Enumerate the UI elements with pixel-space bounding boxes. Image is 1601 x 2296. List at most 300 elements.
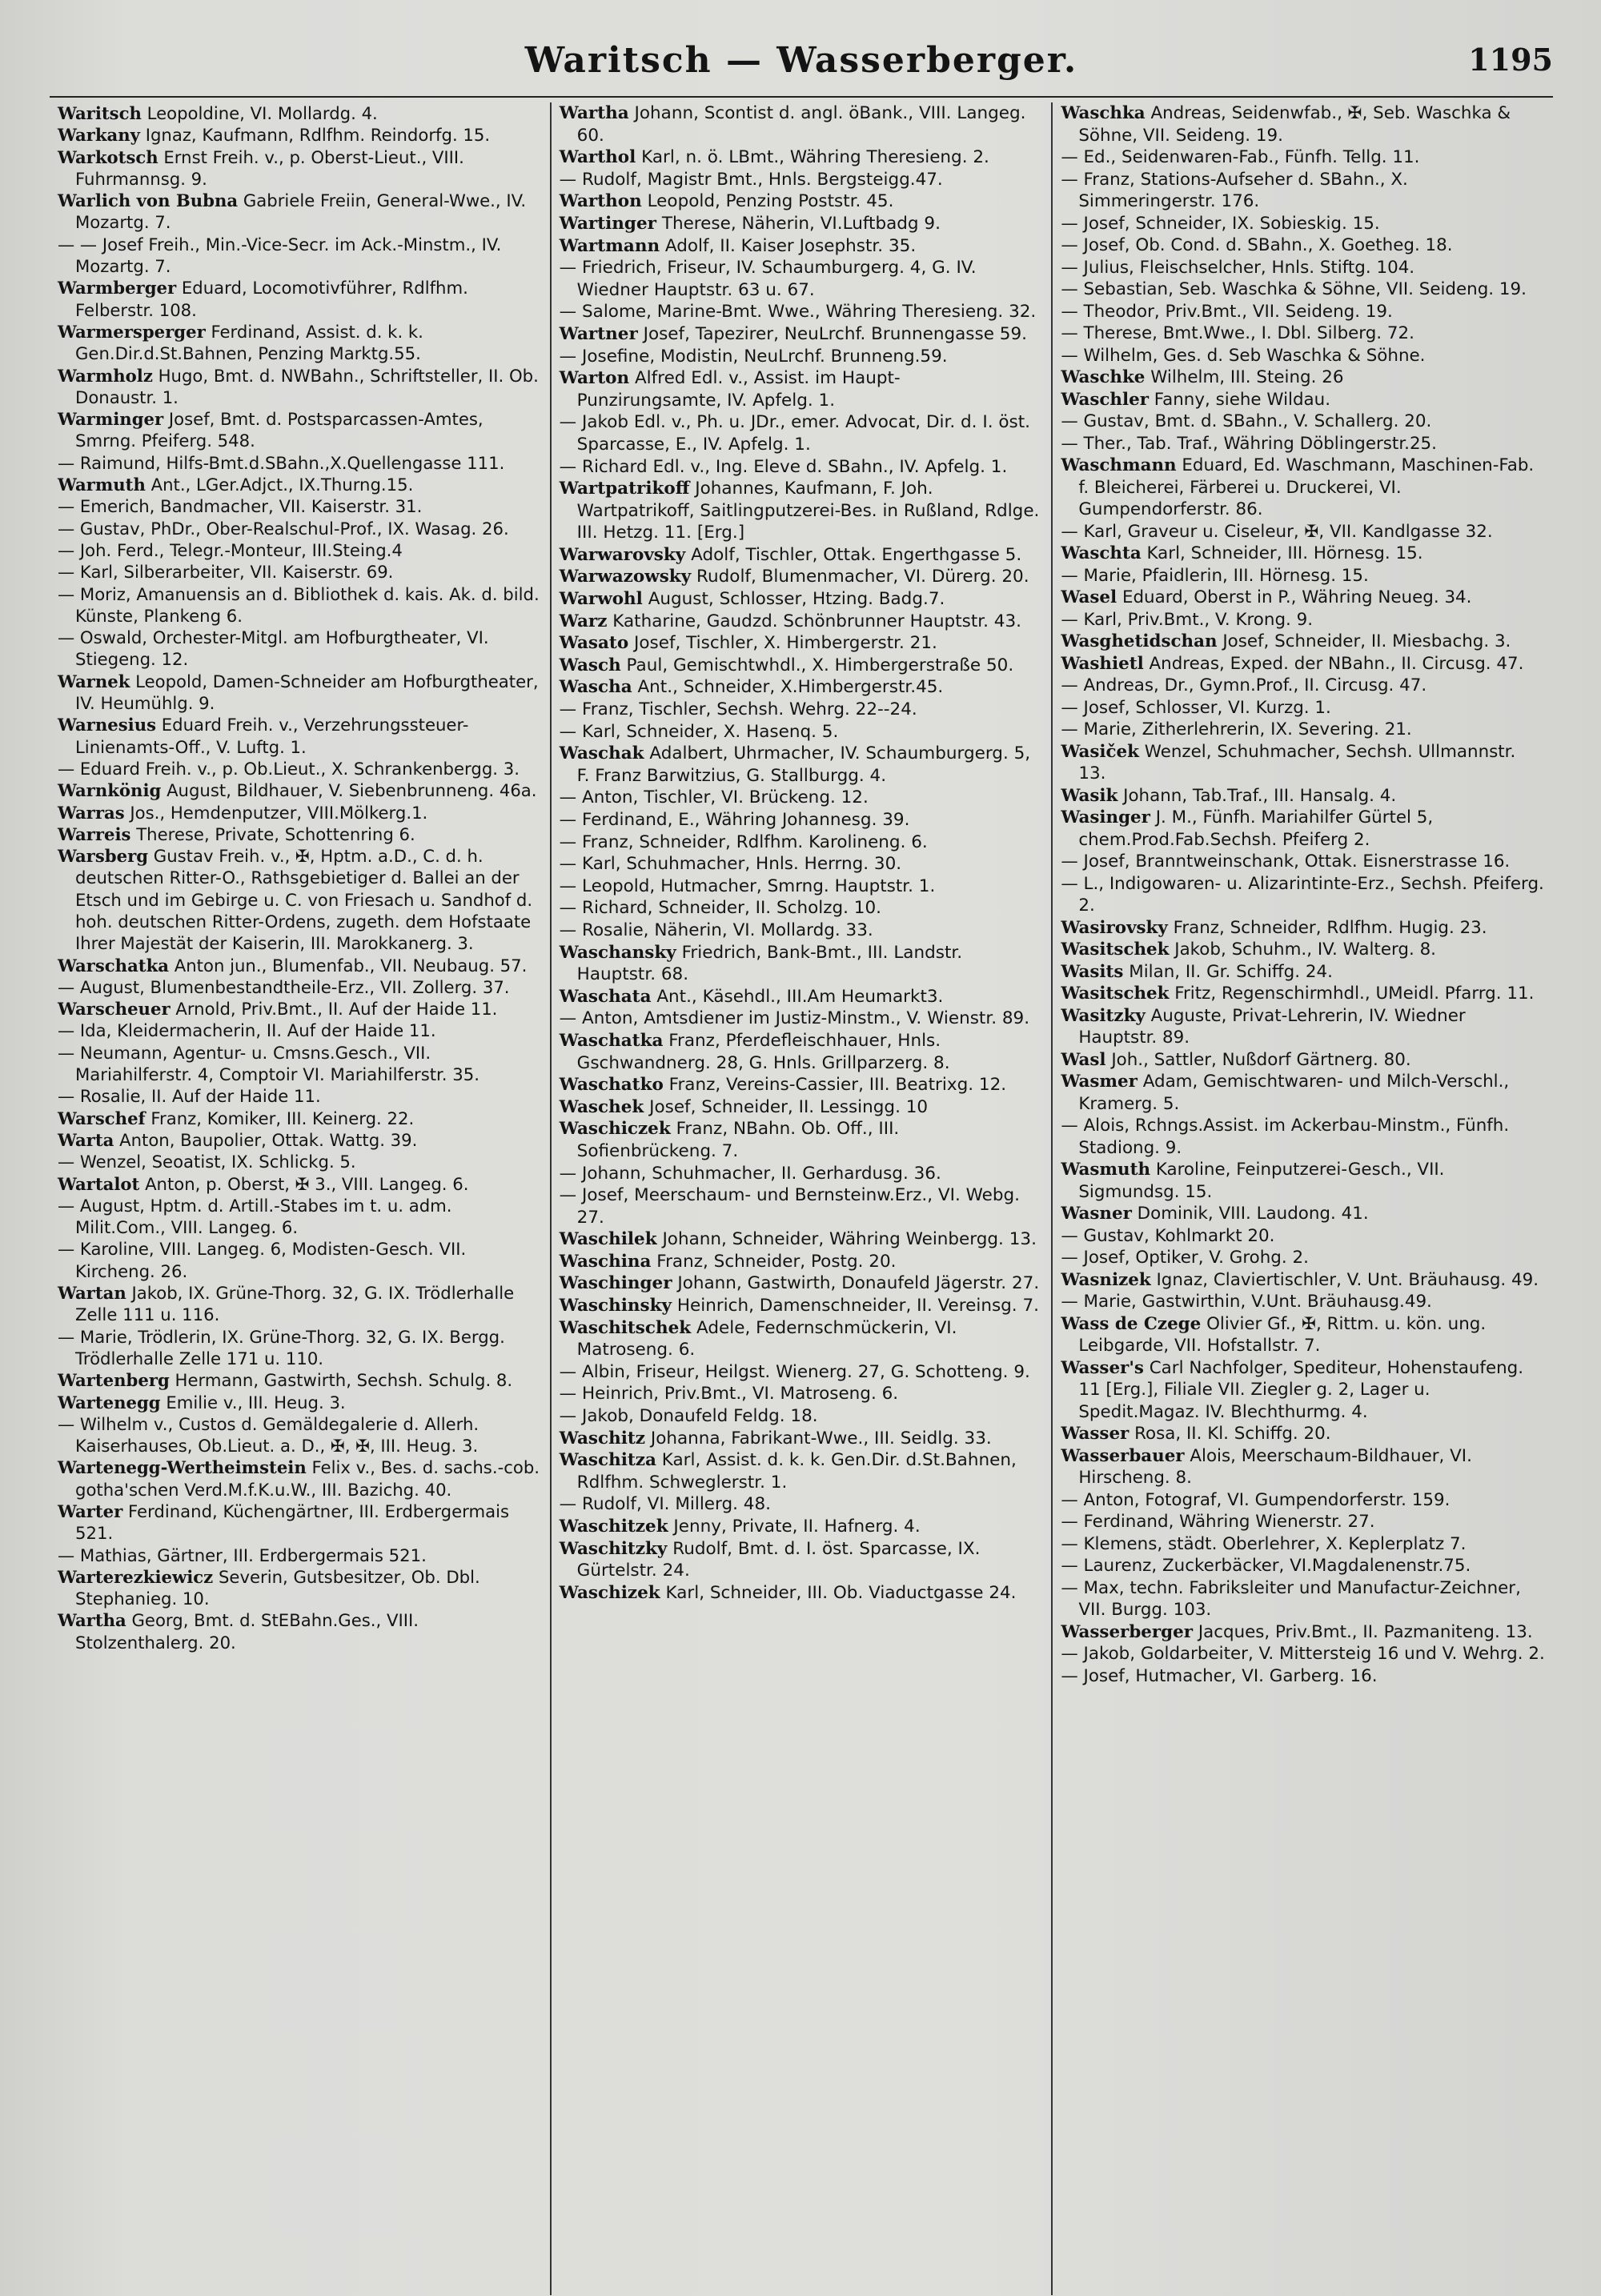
directory-entry (58, 1457, 542, 1501)
entry-surname: Waschinsky (559, 1296, 672, 1316)
directory-entry (1061, 1291, 1545, 1313)
entry-surname: Warmuth (58, 475, 146, 495)
entry-details: Jos., Hemdenputzer, VIII.Mölkerg.1. (124, 802, 428, 823)
directory-entry (1061, 1357, 1545, 1424)
entry-details: — Karl, Graveur u. Ciseleur, ✠, VII. Kandlgasse 32. (1061, 521, 1493, 542)
entry-details: — — Josef Freih., Min.-Vice-Secr. im Ack.-Minstm., IV. Mozartg. 7. (58, 234, 502, 277)
entry-details: — Max, techn. Fabriksleiter und Manufactur-Zeichner, VII. Burgg. 103. (1061, 1577, 1521, 1620)
entry-details: — Wilhelm v., Custos d. Gemäldegalerie d. Allerh. Kaiserhauses, Ob.Lieut. a. D., ✠, ✠, III. Heug. 3. (58, 1413, 479, 1457)
directory-entry (560, 1008, 1044, 1030)
page-number: 1195 (1468, 42, 1553, 78)
directory-entry (1061, 1049, 1545, 1072)
directory-entry (58, 365, 542, 409)
directory-entry (1061, 278, 1545, 301)
entry-details: J. M., Fünfh. Mariahilfer Gürtel 5, chem.Prod.Fab.Sechsh. Pfeiferg 2. (1078, 807, 1434, 850)
directory-entry (560, 787, 1044, 809)
entry-surname: Wartan (58, 1283, 126, 1304)
page-header (50, 40, 1553, 98)
entry-details: Karl, n. ö. LBmt., Währing Theresieng. 2. (636, 147, 989, 168)
entry-details: Heinrich, Damenschneider, II. Vereinsg. 7. (672, 1296, 1039, 1316)
entry-details: Adolf, II. Kaiser Josephstr. 35. (660, 235, 917, 256)
directory-entry (1061, 675, 1545, 697)
entry-details: — Raimund, Hilfs-Bmt.d.SBahn.,X.Quellengasse 111. (58, 452, 505, 473)
entry-surname: Waschek (559, 1096, 644, 1117)
columns (50, 102, 1553, 2295)
directory-entry (1061, 301, 1545, 323)
entry-surname: Wasserberger (1061, 1621, 1194, 1642)
directory-entry (560, 853, 1044, 876)
directory-entry (58, 998, 542, 1020)
entry-details: Josef, Schneider, II. Miesbachg. 3. (1217, 631, 1511, 651)
directory-entry (560, 1516, 1044, 1538)
directory-entry (58, 1282, 542, 1326)
directory-entry (58, 779, 542, 801)
directory-entry (58, 321, 542, 365)
entry-details: Adalbert, Uhrmacher, IV. Schaumburgerg. 5, F. Franz Barwitzius, G. Stallburgg. 4. (576, 743, 1031, 786)
directory-entry (1061, 169, 1545, 213)
directory-entry (1061, 1489, 1545, 1512)
entry-surname: Wasel (1061, 587, 1117, 607)
entry-surname: Waschta (1061, 543, 1142, 563)
entry-details: — Oswald, Orchester-Mitgl. am Hofburgtheater, VI. Stiegeng. 12. (58, 627, 489, 670)
directory-entry (560, 1582, 1044, 1605)
entry-surname: Waschata (559, 986, 652, 1007)
entry-details: — Karoline, VIII. Langeg. 6, Modisten-Gesch. VII. Kircheng. 26. (58, 1239, 467, 1281)
entry-details: — Eduard Freih. v., p. Ob.Lieut., X. Schrankenbergg. 3. (58, 758, 520, 779)
entry-details: — Heinrich, Priv.Bmt., VI. Matroseng. 6. (559, 1384, 899, 1404)
entry-details: — Jakob, Goldarbeiter, V. Mittersteig 16 und V. Wehrg. 2. (1061, 1644, 1545, 1664)
entry-details: Josef, Tapezirer, NeuLrchf. Brunnengasse 59. (637, 323, 1027, 344)
directory-entry (560, 1096, 1044, 1119)
entry-surname: Warminger (58, 409, 164, 430)
directory-entry (560, 1361, 1044, 1384)
directory-entry (1061, 587, 1545, 609)
entry-details: Johanna, Fabrikant-Wwe., III. Seidlg. 33. (645, 1428, 992, 1449)
directory-entry (58, 474, 542, 495)
directory-entry (560, 699, 1044, 721)
entry-surname: Warras (58, 802, 125, 823)
directory-entry (1061, 102, 1545, 146)
entry-details: — Gustav, PhDr., Ober-Realschul-Prof., IX. Wasag. 26. (58, 518, 509, 539)
directory-entry (58, 1085, 542, 1107)
directory-entry (58, 277, 542, 321)
entry-details: — Karl, Schuhmacher, Hnls. Herrng. 30. (559, 854, 902, 875)
directory-entry (560, 831, 1044, 854)
entry-details: Josef, Bmt. d. Postsparcassen-Amtes, Smrng. Pfeiferg. 548. (75, 409, 484, 451)
directory-entry (1061, 697, 1545, 719)
directory-entry (560, 611, 1044, 633)
directory-entry (58, 802, 542, 823)
entry-details: — Josef, Optiker, V. Grohg. 2. (1061, 1248, 1309, 1268)
entry-details: August, Bildhauer, V. Siebenbrunneng. 46a. (161, 780, 537, 801)
entry-details: Johann, Schneider, Währing Weinbergg. 13. (656, 1229, 1037, 1250)
directory-entry (1061, 741, 1545, 785)
directory-entry (1061, 631, 1545, 653)
entry-details: Alfred Edl. v., Assist. im Haupt-Punzirungsamte, IV. Apfelg. 1. (576, 368, 901, 411)
entry-surname: Warmberger (58, 278, 177, 299)
entry-details: — Gustav, Bmt. d. SBahn., V. Schallerg. 20. (1061, 411, 1432, 431)
entry-surname: Wasitschek (1061, 984, 1170, 1004)
entry-details: — Alois, Rchngs.Assist. im Ackerbau-Minstm., Fünfh. Stadiong. 9. (1061, 1116, 1510, 1158)
directory-entry (58, 518, 542, 539)
entry-surname: Washietl (1061, 653, 1144, 674)
directory-entry (1061, 1621, 1545, 1644)
directory-entry (560, 876, 1044, 898)
directory-entry (1061, 257, 1545, 279)
directory-entry (1061, 1423, 1545, 1445)
entry-details: — L., Indigowaren- u. Alizarintinte-Erz., Sechsh. Pfeiferg. 2. (1061, 873, 1544, 916)
directory-entry (58, 539, 542, 561)
entry-details: Adam, Gemischtwaren- und Milch-Verschl., Kramerg. 5. (1078, 1072, 1510, 1114)
directory-entry (1061, 521, 1545, 543)
entry-details: — Moriz, Amanuensis an d. Bibliothek d. kais. Ak. d. bild. Künste, Plankeng 6. (58, 583, 540, 626)
directory-entry (58, 1392, 542, 1413)
directory-entry (58, 124, 542, 146)
entry-details: Rudolf, Blumenmacher, VI. Dürerg. 20. (691, 567, 1029, 587)
entry-details: Ferdinand, Küchengärtner, III. Erdbergermais 521. (75, 1501, 509, 1544)
directory-entry (1061, 873, 1545, 917)
entry-surname: Wartenegg (58, 1392, 161, 1412)
entry-details: Eduard, Ed. Waschmann, Maschinen-Fab. f. Bleicherei, Färberei u. Druckerei, VI. Gumpendorferstr. 86. (1078, 455, 1535, 519)
entry-details: — Theodor, Priv.Bmt., VII. Seideng. 19. (1061, 301, 1393, 322)
entry-surname: Waschak (559, 743, 644, 764)
directory-entry (560, 257, 1044, 301)
entry-details: Hermann, Gastwirth, Sechsh. Schulg. 8. (169, 1370, 513, 1391)
entry-surname: Warwazowsky (559, 567, 692, 587)
directory-entry (560, 102, 1044, 146)
entry-surname: Wasinger (1061, 807, 1150, 827)
directory-entry (560, 1163, 1044, 1185)
directory-entry (1061, 609, 1545, 631)
directory-entry (560, 632, 1044, 655)
directory-entry (560, 213, 1044, 235)
column-2 (552, 102, 1053, 2295)
entry-surname: Warton (559, 368, 630, 389)
entry-details: Fritz, Regenschirmhdl., UMeidl. Pfarrg. 11. (1169, 984, 1535, 1004)
entry-surname: Warkotsch (58, 146, 158, 167)
directory-entry (1061, 1005, 1545, 1049)
entry-surname: Warschatka (58, 955, 170, 976)
directory-entry (560, 566, 1044, 588)
entry-details: — Andreas, Dr., Gymn.Prof., II. Circusg. 47. (1061, 675, 1427, 695)
entry-surname: Wasits (1061, 961, 1124, 982)
entry-details: Ignaz, Claviertischler, V. Unt. Bräuhausg. 49. (1150, 1269, 1539, 1290)
entry-surname: Waschatka (559, 1030, 664, 1051)
directory-entry (58, 408, 542, 452)
directory-entry (58, 714, 542, 758)
entry-details: Dominik, VIII. Laudong. 41. (1131, 1204, 1369, 1224)
entry-surname: Wartpatrikoff (559, 479, 690, 499)
entry-details: — Julius, Fleischselcher, Hnls. Stiftg. 104. (1061, 257, 1415, 278)
directory-entry (560, 301, 1044, 323)
directory-entry (58, 190, 542, 234)
entry-surname: Wartenegg-Wertheimstein (58, 1457, 307, 1478)
entry-details: Adele, Federnschmückerin, VI. Matroseng. 6. (576, 1317, 957, 1360)
entry-details: — Jakob Edl. v., Ph. u. JDr., emer. Advocat, Dir. d. I. öst. Sparcasse, E., IV. Apfelg. 1. (559, 412, 1030, 455)
entry-surname: Waschinger (559, 1273, 672, 1294)
entry-details: — Friedrich, Friseur, IV. Schaumburgerg. 4, G. IV. Wiedner Hauptstr. 63 u. 67. (559, 258, 977, 300)
entry-details: — Rudolf, VI. Millerg. 48. (559, 1494, 772, 1515)
entry-details: Johann, Scontist d. angl. öBank., VIII. Langeg. 60. (576, 103, 1026, 146)
directory-entry (1061, 213, 1545, 235)
column-1 (50, 102, 552, 2295)
directory-entry (58, 146, 542, 190)
entry-surname: Waschitz (559, 1428, 646, 1449)
directory-entry (1061, 939, 1545, 961)
directory-entry (1061, 1445, 1545, 1489)
entry-surname: Wasik (1061, 785, 1118, 806)
entry-details: — Ther., Tab. Traf., Währing Döblingerstr.25. (1061, 433, 1437, 454)
entry-surname: Warta (58, 1129, 114, 1150)
entry-details: — Klemens, städt. Oberlehrer, X. Keplerplatz 7. (1061, 1533, 1467, 1554)
entry-surname: Waritsch (58, 103, 142, 123)
directory-entry (58, 583, 542, 627)
directory-entry (58, 234, 542, 278)
entry-details: Rudolf, Bmt. d. I. öst. Sparcasse, IX. Gürtelstr. 24. (576, 1538, 981, 1581)
entry-surname: Wartinger (559, 213, 656, 234)
entry-details: Paul, Gemischtwhdl., X. Himbergerstraße 50. (620, 655, 1014, 675)
entry-surname: Waschmann (1061, 455, 1177, 475)
entry-details: Josef, Tischler, X. Himbergerstr. 21. (628, 633, 937, 654)
directory-entry (560, 1272, 1044, 1295)
directory-entry (560, 897, 1044, 920)
directory-entry (58, 758, 542, 779)
directory-entry (58, 1545, 542, 1566)
directory-entry (1061, 1071, 1545, 1115)
entry-surname: Warthol (559, 147, 636, 168)
entry-details: — Karl, Priv.Bmt., V. Krong. 9. (1061, 609, 1314, 630)
directory-entry (560, 743, 1044, 787)
entry-details: Ignaz, Kaufmann, Rdlfhm. Reindorfg. 15. (139, 125, 491, 146)
entry-surname: Warwarovsky (559, 544, 686, 565)
entry-details: — Marie, Zitherlehrerin, IX. Severing. 21. (1061, 719, 1412, 739)
column-3 (1053, 102, 1553, 2295)
directory-entry (58, 1609, 542, 1653)
entry-surname: Waschiczek (559, 1119, 671, 1140)
entry-surname: Waschitschek (559, 1317, 692, 1338)
entry-details: Ferdinand, Assist. d. k. k. Gen.Dir.d.St.Bahnen, Penzing Marktg.55. (75, 321, 423, 364)
entry-surname: Warwohl (559, 589, 643, 610)
directory-entry (560, 676, 1044, 699)
directory-entry (560, 1317, 1044, 1361)
directory-entry (1061, 1555, 1545, 1577)
entry-surname: Wasser's (1061, 1357, 1144, 1378)
entry-details: — August, Hptm. d. Artill.-Stabes im t. u. adm. Milit.Com., VIII. Langeg. 6. (58, 1195, 452, 1238)
directory-entry (1061, 234, 1545, 257)
entry-surname: Warz (559, 611, 608, 631)
directory-entry (560, 1405, 1044, 1428)
directory-entry (1061, 1225, 1545, 1248)
directory-entry (560, 1493, 1044, 1516)
entry-details: — Marie, Pfaidlerin, III. Hörnesg. 15. (1061, 565, 1369, 586)
entry-details: — Salome, Marine-Bmt. Wwe., Währing Theresieng. 32. (559, 302, 1037, 323)
directory-entry (1061, 851, 1545, 873)
entry-details: Gustav Freih. v., ✠, Hptm. a.D., C. d. h. deutschen Ritter-O., Rathsgebietiger d. Ballei an der Etsch und im Gebirge u. C. von Friesach u. Sandhof d. hoh. deutschen Ritter-Ordens, zugeth. dem Hofstaate Ihrer Majestät der Kaiserin, III. Marokkanerg. 3. (75, 846, 533, 954)
directory-entry (58, 495, 542, 517)
directory-entry (560, 1295, 1044, 1317)
entry-surname: Warnkönig (58, 780, 162, 801)
entry-details: Johannes, Kaufmann, F. Joh. Wartpatrikoff, Saitlingputzerei-Bes. in Rußland, Rdlge. III. Hetzg. 11. [Erg.] (576, 479, 1040, 543)
entry-details: Franz, NBahn. Ob. Off., III. Sofienbrückeng. 7. (576, 1119, 900, 1161)
entry-details: Jenny, Private, II. Hafnerg. 4. (668, 1517, 921, 1537)
entry-surname: Warter (58, 1501, 123, 1521)
entry-details: Franz, Schneider, Rdlfhm. Hugig. 23. (1167, 917, 1487, 938)
entry-surname: Wasiček (1061, 741, 1139, 762)
entry-details: — Marie, Trödlerin, IX. Grüne-Thorg. 32, G. IX. Bergg. Trödlerhalle Zelle 171 u. 110. (58, 1326, 505, 1368)
entry-details: — Emerich, Bandmacher, VII. Kaiserstr. 31. (58, 496, 423, 517)
entry-details: — Anton, Fotograf, VI. Gumpendorferstr. 159. (1061, 1489, 1451, 1510)
directory-entry (560, 920, 1044, 942)
entry-details: — Josefine, Modistin, NeuLrchf. Brunneng.59. (559, 346, 948, 367)
entry-surname: Wasner (1061, 1204, 1132, 1224)
entry-surname: Warmholz (58, 365, 153, 386)
entry-details: — Neumann, Agentur- u. Cmsns.Gesch., VII. Mariahilferstr. 4, Comptoir VI. Mariahilferstr. 35. (58, 1042, 479, 1085)
entry-details: — Richard, Schneider, II. Scholzg. 10. (559, 898, 881, 919)
entry-details: — Josef, Schlosser, VI. Kurzg. 1. (1061, 697, 1331, 718)
directory-entry (1061, 1643, 1545, 1665)
directory-entry (1061, 1269, 1545, 1292)
entry-details: — Karl, Schneider, X. Hasenq. 5. (559, 721, 839, 742)
entry-details: Karl, Schneider, III. Ob. Viaductgasse 24. (660, 1582, 1017, 1603)
entry-details: August, Schlosser, Htzing. Badg.7. (642, 589, 945, 610)
entry-surname: Wasitschek (1061, 940, 1170, 960)
directory-entry (58, 1129, 542, 1151)
entry-details: Anton, p. Oberst, ✠ 3., VIII. Langeg. 6. (139, 1173, 469, 1194)
directory-entry (560, 1118, 1044, 1162)
directory-entry (1061, 411, 1545, 433)
directory-entry (1061, 146, 1545, 169)
entry-details: Ant., Käsehdl., III.Am Heumarkt3. (651, 986, 944, 1007)
entry-details: — Josef, Ob. Cond. d. SBahn., X. Goetheg. 18. (1061, 235, 1453, 255)
entry-details: Franz, Komiker, III. Keinerg. 22. (145, 1108, 415, 1128)
entry-surname: Wasirovsky (1061, 917, 1168, 938)
entry-surname: Wasser (1061, 1424, 1130, 1444)
entry-surname: Wasato (559, 633, 629, 654)
entry-details: — Karl, Silberarbeiter, VII. Kaiserstr. 69. (58, 562, 394, 583)
entry-surname: Wasl (1061, 1049, 1106, 1070)
directory-entry (1061, 1313, 1545, 1357)
directory-entry (58, 823, 542, 845)
entry-surname: Warsberg (58, 846, 149, 867)
directory-entry (560, 346, 1044, 368)
directory-entry (560, 169, 1044, 191)
directory-entry (58, 1151, 542, 1172)
directory-entry (58, 845, 542, 954)
directory-entry (1061, 1247, 1545, 1269)
entry-details: — Ferdinand, E., Währing Johannesg. 39. (559, 810, 910, 830)
entry-details: — Ida, Kleidermacherin, II. Auf der Haide 11. (58, 1020, 436, 1041)
entry-details: Severin, Gutsbesitzer, Ob. Dbl. Stephanieg. 10. (75, 1566, 480, 1609)
entry-surname: Wartner (559, 323, 638, 344)
directory-entry (1061, 433, 1545, 455)
entry-details: Alois, Meerschaum-Bildhauer, VI. Hirscheng. 8. (1078, 1445, 1472, 1488)
entry-details: — Jakob, Donaufeld Feldg. 18. (559, 1406, 818, 1427)
directory-entry (1061, 719, 1545, 741)
entry-details: — Josef, Schneider, IX. Sobieskig. 15. (1061, 213, 1380, 234)
entry-details: — Rosalie, II. Auf der Haide 11. (58, 1086, 321, 1107)
entry-details: Wilhelm, III. Steing. 26 (1145, 367, 1344, 387)
directory-entry (1061, 345, 1545, 367)
directory-entry (58, 1326, 542, 1370)
directory-entry (58, 1173, 542, 1195)
directory-entry (560, 544, 1044, 567)
directory-entry (560, 1074, 1044, 1096)
entry-details: — Rosalie, Näherin, VI. Mollardg. 33. (559, 920, 873, 940)
directory-entry (58, 1501, 542, 1545)
entry-surname: Wartenberg (58, 1370, 170, 1391)
entry-details: — Wenzel, Seoatist, IX. Schlickg. 5. (58, 1152, 356, 1172)
entry-details: Rosa, II. Kl. Schiffg. 20. (1129, 1424, 1331, 1444)
entry-details: Milan, II. Gr. Schiffg. 24. (1123, 961, 1333, 982)
directory-entry (560, 456, 1044, 479)
entry-details: Gabriele Freiin, General-Wwe., IV. Mozartg. 7. (75, 190, 527, 233)
entry-surname: Warthon (559, 191, 642, 212)
entry-details: Carl Nachfolger, Spediteur, Hohenstaufeng. 11 [Erg.], Filiale VII. Ziegler g. 2, Lager u. Spedit.Magaz. IV. Blechthurmg. 4. (1078, 1357, 1524, 1422)
entry-details: Friedrich, Bank-Bmt., III. Landstr. Hauptstr. 68. (576, 942, 963, 985)
directory-entry (1061, 323, 1545, 345)
entry-details: Franz, Schneider, Postg. 20. (651, 1251, 897, 1272)
entry-details: — Gustav, Kohlmarkt 20. (1061, 1225, 1275, 1246)
entry-details: — Johann, Schuhmacher, II. Gerhardusg. 36. (559, 1163, 941, 1184)
directory-entry (1061, 961, 1545, 984)
entry-surname: Waschitzky (559, 1538, 668, 1559)
entry-details: — Therese, Bmt.Wwe., I. Dbl. Silberg. 72. (1061, 323, 1414, 343)
entry-surname: Warscheuer (58, 999, 171, 1020)
entry-details: Joh., Sattler, Nußdorf Gärtnerg. 80. (1105, 1049, 1411, 1070)
directory-entry (560, 367, 1044, 411)
entry-details: Johann, Gastwirth, Donaufeld Jägerstr. 27. (672, 1273, 1040, 1294)
directory-entry (58, 1566, 542, 1610)
directory-entry (560, 1228, 1044, 1251)
entry-surname: Waschina (559, 1251, 652, 1272)
directory-entry (1061, 565, 1545, 587)
entry-surname: Wasmer (1061, 1072, 1138, 1092)
directory-entry (58, 1020, 542, 1041)
entry-details: — Ed., Seidenwaren-Fab., Fünfh. Tellg. 11. (1061, 147, 1420, 167)
directory-entry (560, 588, 1044, 611)
entry-details: Karl, Schneider, III. Hörnesg. 15. (1141, 543, 1423, 563)
directory-entry (1061, 1511, 1545, 1533)
entry-surname: Waschka (1061, 103, 1146, 123)
entry-surname: Wartmann (559, 235, 660, 256)
entry-surname: Warlich von Bubna (58, 190, 239, 211)
entry-details: Emilie v., III. Heug. 3. (160, 1392, 346, 1412)
entry-details: — Anton, Amtsdiener im Justiz-Minstm., V. Wienstr. 89. (559, 1008, 1030, 1029)
entry-details: Anton, Baupolier, Ottak. Wattg. 39. (114, 1129, 418, 1150)
entry-details: — Laurenz, Zuckerbäcker, VI.Magdalenenstr.75. (1061, 1556, 1471, 1576)
directory-entry (560, 1184, 1044, 1228)
entry-details: Katharine, Gaudzd. Schönbrunner Hauptstr. 43. (607, 611, 1021, 631)
entry-details: — Josef, Hutmacher, VI. Garberg. 16. (1061, 1665, 1378, 1686)
entry-details: Josef, Schneider, II. Lessingg. 10 (644, 1096, 929, 1117)
directory-entry (1061, 1533, 1545, 1556)
entry-details: — Joh. Ferd., Telegr.-Monteur, III.Steing.4 (58, 539, 403, 560)
directory-entry (58, 955, 542, 976)
entry-surname: Waschke (1061, 367, 1146, 387)
directory-entry (560, 146, 1044, 169)
entry-surname: Wartalot (58, 1173, 140, 1194)
directory-entry (1061, 983, 1545, 1005)
entry-details: — Josef, Branntweinschank, Ottak. Eisnerstrasse 16. (1061, 851, 1511, 872)
directory-entry (1061, 1159, 1545, 1203)
directory-entry (58, 452, 542, 474)
entry-details: Jacques, Priv.Bmt., II. Pazmaniteng. 13. (1193, 1621, 1533, 1642)
entry-surname: Waschitza (559, 1450, 656, 1471)
directory-entry (560, 1449, 1044, 1493)
entry-details: — Franz, Tischler, Sechsh. Wehrg. 22--24. (559, 699, 917, 720)
directory-entry (560, 655, 1044, 677)
entry-details: Karl, Assist. d. k. k. Gen.Dir. d.St.Bahnen, Rdlfhm. Schweglerstr. 1. (576, 1450, 1017, 1493)
